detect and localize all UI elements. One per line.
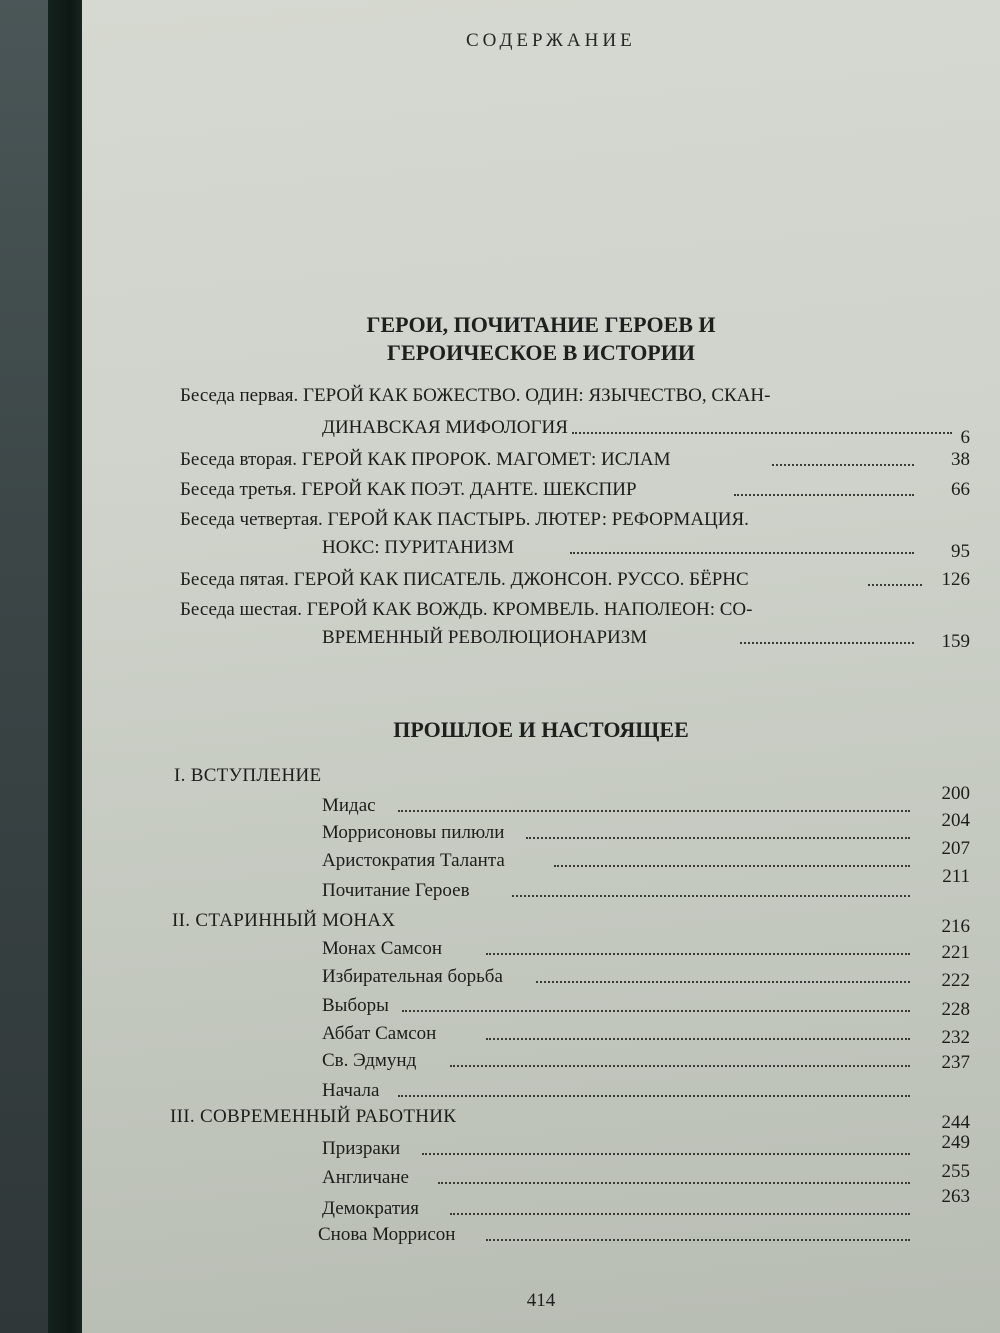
toc-page-number: 211: [942, 866, 970, 887]
toc-item: [180, 1132, 970, 1166]
toc-part-heading: II. СТАРИННЫЙ МОНАХ: [172, 910, 396, 931]
toc-entry-6-line-2: [180, 627, 970, 655]
toc-part-heading: III. СОВРЕМЕННЫЙ РАБОТНИК: [170, 1106, 457, 1127]
toc-part-2-heading: [172, 910, 970, 938]
dot-leader: [398, 810, 910, 812]
page-number: 414: [526, 1290, 556, 1311]
toc-item-label: Почитание Героев: [322, 880, 470, 901]
dot-leader: [526, 837, 910, 839]
toc-page-number: 228: [941, 999, 970, 1020]
toc-item-label: Аристократия Таланта: [322, 850, 505, 871]
dot-leader: [536, 981, 910, 983]
toc-page-number: 255: [941, 1161, 970, 1182]
toc-entry-1-line-1: [180, 385, 970, 413]
toc-item: [180, 783, 970, 823]
toc-item: [180, 995, 970, 1023]
dot-leader: [570, 552, 914, 554]
section-1-title-line-1: ГЕРОИ, ПОЧИТАНИЕ ГЕРОЕВ И: [366, 312, 716, 337]
toc-page-number: 204: [941, 810, 970, 831]
book-page: [82, 0, 1000, 1333]
dot-leader: [868, 584, 922, 586]
dot-leader: [486, 1038, 910, 1040]
toc-page-number: 216: [941, 916, 970, 937]
toc-entry-label: Беседа третья. ГЕРОЙ КАК ПОЭТ. ДАНТЕ. ШЕКСПИР: [180, 479, 637, 500]
toc-entry-label: ДИНАВСКАЯ МИФОЛОГИЯ: [322, 417, 568, 438]
toc-item-label: Монах Самсон: [322, 938, 443, 959]
dot-leader: [740, 642, 914, 644]
toc-page-number: 207: [941, 838, 970, 859]
toc-page-number: 126: [941, 569, 970, 590]
toc-page-number: 6: [960, 427, 970, 448]
toc-item: [180, 1161, 970, 1195]
toc-item: [180, 1080, 970, 1108]
section-1-title-line-2: ГЕРОИЧЕСКОЕ В ИСТОРИИ: [387, 340, 695, 365]
toc-item-label: Призраки: [322, 1138, 401, 1159]
toc-page-number: 38: [951, 449, 970, 470]
dot-leader: [402, 1010, 910, 1012]
dot-leader: [572, 432, 952, 434]
toc-page-number: 244: [941, 1112, 970, 1133]
toc-page-number: 249: [941, 1132, 970, 1153]
toc-item: [180, 938, 970, 966]
toc-item-label: Снова Моррисон: [318, 1224, 456, 1245]
toc-item-label: Начала: [322, 1080, 380, 1101]
toc-entry-label: НОКС: ПУРИТАНИЗМ: [322, 537, 515, 558]
dot-leader: [512, 895, 910, 897]
toc-part-1-heading: [174, 765, 970, 793]
toc-entry-4-line-1: [180, 509, 970, 537]
toc-page-number: 222: [941, 970, 970, 991]
toc-entry-1-line-2: [180, 417, 970, 448]
toc-entry-2: [180, 449, 970, 477]
toc-item-label: Демократия: [322, 1198, 420, 1219]
toc-entry-label: Беседа первая. ГЕРОЙ КАК БОЖЕСТВО. ОДИН: ЯЗЫЧЕСТВО, СКАН-: [180, 385, 771, 406]
toc-page-number: 221: [941, 942, 970, 963]
toc-part-3-heading: [170, 1106, 970, 1134]
toc-part-heading: I. ВСТУПЛЕНИЕ: [174, 765, 322, 786]
toc-item-label: Св. Эдмунд: [322, 1050, 417, 1071]
toc-page-number: 237: [941, 1052, 970, 1073]
toc-item: [180, 810, 970, 850]
toc-item: [180, 1050, 970, 1078]
toc-item: [180, 866, 970, 908]
toc-page-number: 200: [941, 783, 970, 804]
toc-item: [180, 838, 970, 878]
dot-leader: [438, 1182, 910, 1184]
dot-leader: [422, 1153, 910, 1155]
toc-entry-label: Беседа пятая. ГЕРОЙ КАК ПИСАТЕЛЬ. ДЖОНСОН. РУССО. БЁРНС: [180, 569, 749, 590]
toc-page-number: 159: [941, 631, 970, 652]
toc-entry-label: Беседа шестая. ГЕРОЙ КАК ВОЖДЬ. КРОМВЕЛЬ. НАПОЛЕОН: СО-: [180, 599, 753, 620]
dot-leader: [450, 1213, 910, 1215]
dot-leader: [554, 865, 910, 867]
toc-item-label: Аббат Самсон: [322, 1023, 437, 1044]
toc-item-label: Выборы: [322, 995, 389, 1016]
toc-entry-4-line-2: [180, 537, 970, 565]
toc-item-label: Мидас: [322, 795, 376, 816]
toc-item-label: Англичане: [322, 1167, 409, 1188]
dot-leader: [734, 494, 914, 496]
running-head: СОДЕРЖАНИЕ: [466, 30, 636, 51]
book-cover-edge: [48, 0, 86, 1333]
toc-entry-label: Беседа четвертая. ГЕРОЙ КАК ПАСТЫРЬ. ЛЮТЕР: РЕФОРМАЦИЯ.: [180, 509, 749, 530]
toc-page-number: 66: [951, 479, 970, 500]
toc-entry-3: [180, 479, 970, 507]
dot-leader: [450, 1065, 910, 1067]
toc-entry-5: [180, 569, 970, 597]
toc-item-label: Моррисоновы пилюли: [322, 822, 505, 843]
toc-entry-label: Беседа вторая. ГЕРОЙ КАК ПРОРОК. МАГОМЕТ: ИСЛАМ: [180, 449, 671, 470]
section-2-title: ПРОШЛОЕ И НАСТОЯЩЕЕ: [393, 717, 689, 742]
toc-entry-6-line-1: [180, 599, 970, 627]
dot-leader: [486, 953, 910, 955]
dot-leader: [772, 464, 914, 466]
toc-page-number: 232: [941, 1027, 970, 1048]
toc-item: [180, 1023, 970, 1051]
dot-leader: [398, 1095, 910, 1097]
toc-page-number: 95: [951, 541, 970, 562]
toc-entry-label: ВРЕМЕННЫЙ РЕВОЛЮЦИОНАРИЗМ: [322, 627, 648, 648]
toc-item: [180, 1224, 970, 1252]
dot-leader: [486, 1239, 910, 1241]
toc-item: [180, 966, 970, 994]
toc-page-number: 263: [941, 1186, 970, 1207]
toc-item-label: Избирательная борьба: [322, 966, 503, 987]
toc-item: [180, 1186, 970, 1226]
